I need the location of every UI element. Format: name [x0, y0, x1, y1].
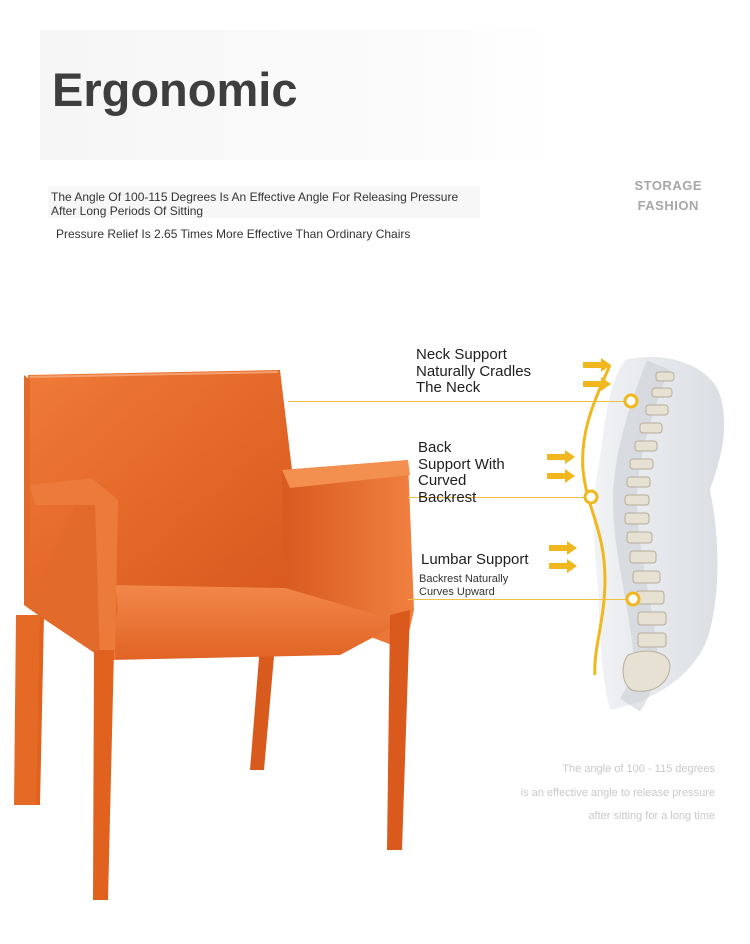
- arrow-right-icon: [549, 541, 577, 555]
- callout-line: Naturally Cradles: [416, 362, 532, 380]
- callout-line: Back: [418, 439, 452, 456]
- caption-line: after sitting for a long time: [588, 810, 715, 822]
- callout-line: Curved: [418, 472, 467, 489]
- brand-line: STORAGE: [634, 178, 702, 193]
- angle-caption: [521, 758, 715, 829]
- lumbar-guide-line: [408, 599, 632, 600]
- callout-line: Support With: [418, 455, 505, 473]
- posture-curve: [565, 360, 625, 680]
- neck-support-label: [416, 347, 531, 397]
- brand-tagline: [634, 176, 702, 216]
- description-line: After Long Periods Of Sitting: [51, 204, 204, 218]
- callout-line: Neck Support: [416, 346, 507, 363]
- back-support-label: [418, 440, 505, 506]
- callout-line: Backrest: [418, 488, 477, 506]
- lumbar-support-subtext: [419, 573, 508, 598]
- back-marker-icon: [582, 488, 600, 506]
- arrow-right-icon: [583, 358, 611, 372]
- chair-image: [10, 360, 430, 905]
- lumbar-marker-icon: [624, 590, 642, 608]
- page-title: Ergonomic: [52, 63, 298, 116]
- callout-line: Curves Upward: [419, 585, 495, 598]
- caption-line: is an effective angle to release pressure: [520, 786, 715, 799]
- neck-guide-line: [288, 401, 628, 402]
- arrow-right-icon: [547, 469, 575, 483]
- caption-line: The angle of 100 - 115 degrees: [562, 763, 715, 775]
- callout-line: The Neck: [416, 379, 481, 396]
- arrow-right-icon: [547, 450, 575, 464]
- callout-line: Backrest Naturally: [419, 573, 509, 585]
- arrow-right-icon: [583, 377, 611, 391]
- pressure-relief-text: Pressure Relief Is 2.65 Times More Effective Than Ordinary Chairs: [56, 227, 411, 241]
- brand-line: FASHION: [637, 198, 699, 213]
- description-block: [51, 190, 491, 218]
- description-line: The Angle Of 100-115 Degrees Is An Effective Angle For Releasing Pressure: [51, 190, 459, 204]
- lumbar-support-title: Lumbar Support: [421, 551, 529, 568]
- neck-marker-icon: [622, 392, 640, 410]
- arrow-right-icon: [549, 559, 577, 573]
